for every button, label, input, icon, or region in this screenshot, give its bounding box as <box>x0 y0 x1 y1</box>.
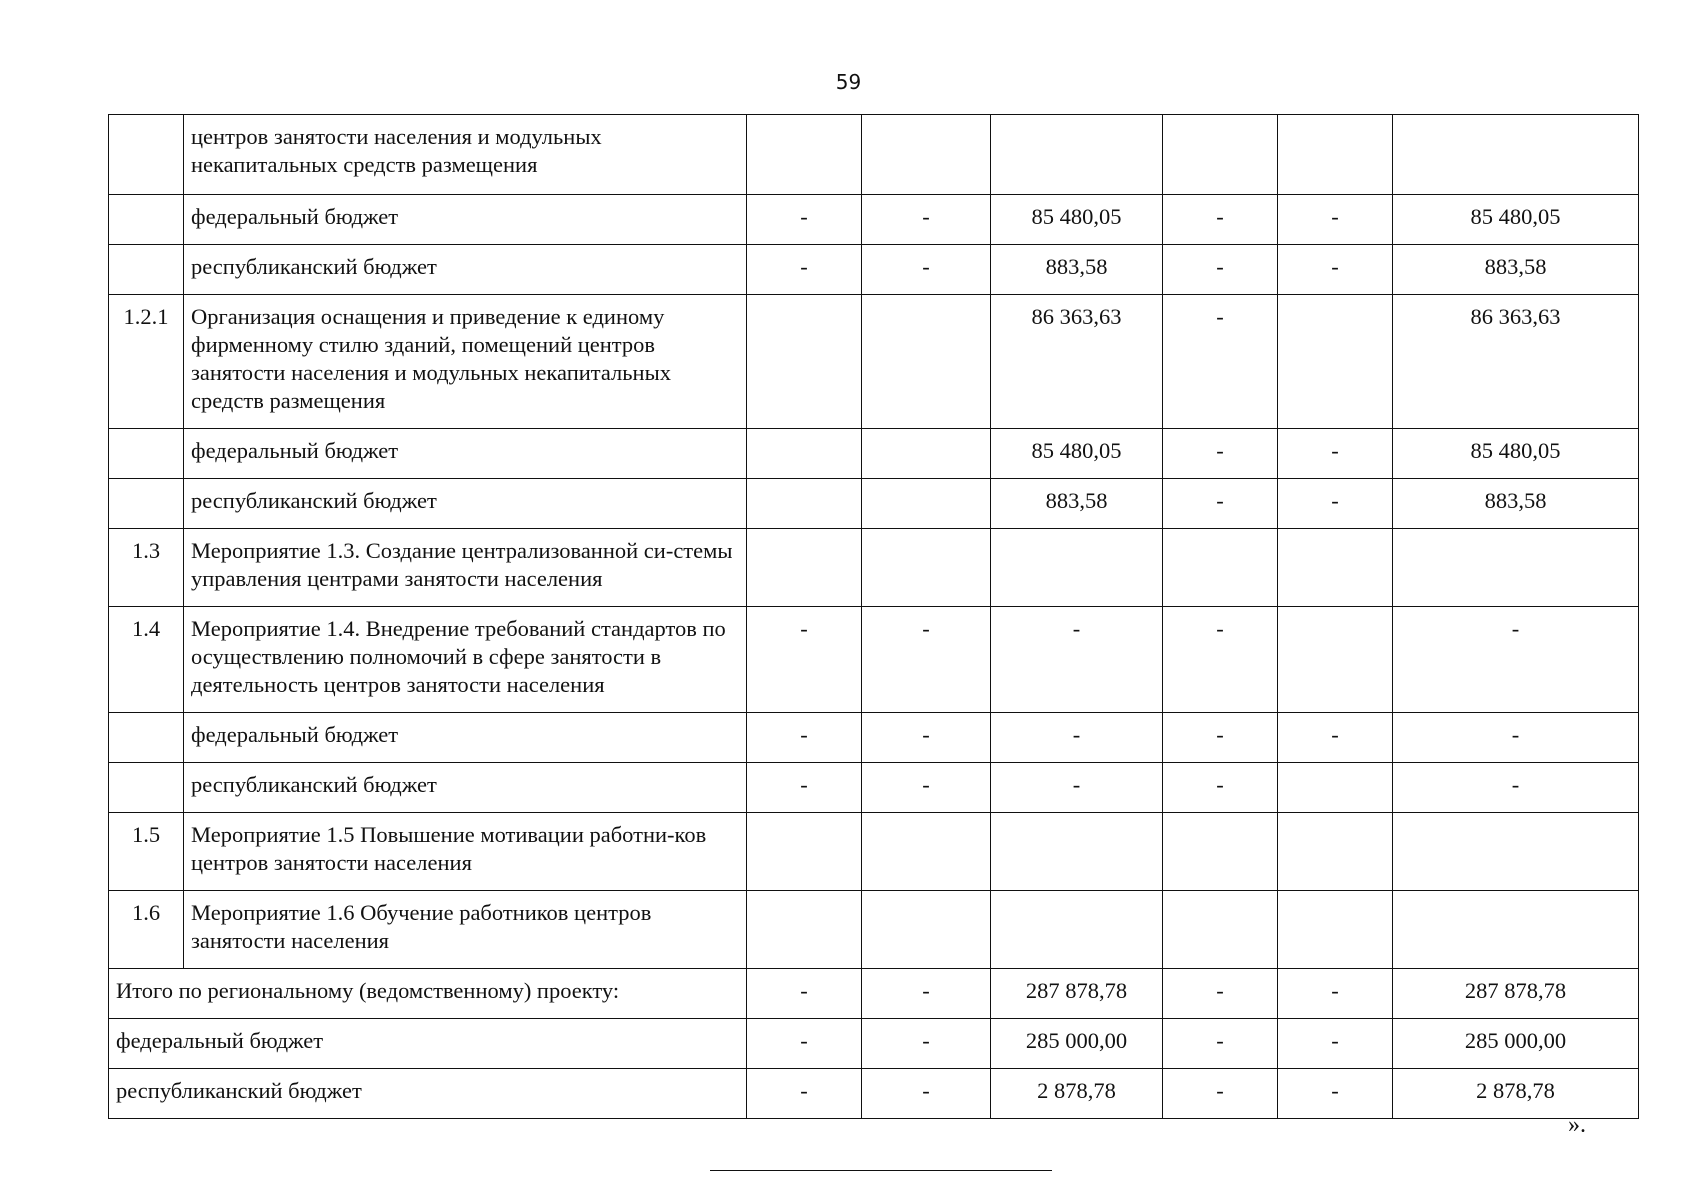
cell-value: 85 480,05 <box>991 195 1163 245</box>
total-row <box>109 1019 1639 1069</box>
cell-value <box>1278 763 1393 813</box>
cell-value <box>747 295 862 429</box>
cell-value <box>1393 529 1639 607</box>
cell-value: - <box>1163 1069 1278 1119</box>
cell-value: - <box>862 245 991 295</box>
cell-value: - <box>1278 713 1393 763</box>
row-name: Мероприятие 1.5 Повышение мотивации работни-ков центров занятости населения <box>184 813 747 891</box>
cell-value <box>1393 115 1639 195</box>
row-name: республиканский бюджет <box>184 479 747 529</box>
cell-value: - <box>1163 713 1278 763</box>
cell-value: - <box>991 713 1163 763</box>
cell-value: 86 363,63 <box>1393 295 1639 429</box>
row-name: Организация оснащения и приведение к единому фирменному стилю зданий, помещений центров занятости населения и модульных некапитальных средств размещения <box>184 295 747 429</box>
cell-value <box>747 529 862 607</box>
cell-value: - <box>862 1069 991 1119</box>
cell-value <box>1163 115 1278 195</box>
cell-value: - <box>1278 479 1393 529</box>
row-number <box>109 245 184 295</box>
cell-value: - <box>1393 607 1639 713</box>
cell-value: - <box>862 607 991 713</box>
cell-value: - <box>1163 195 1278 245</box>
row-number <box>109 115 184 195</box>
cell-value <box>1163 891 1278 969</box>
row-name: федеральный бюджет <box>184 713 747 763</box>
table-row <box>109 813 1639 891</box>
row-number <box>109 479 184 529</box>
page-number: 59 <box>835 70 862 94</box>
cell-value: - <box>862 195 991 245</box>
total-label: Итого по региональному (ведомственному) проекту: <box>109 969 747 1019</box>
cell-value <box>1278 607 1393 713</box>
table-row <box>109 429 1639 479</box>
cell-value: - <box>747 245 862 295</box>
table-row <box>109 763 1639 813</box>
cell-value: - <box>1393 763 1639 813</box>
cell-value <box>1393 813 1639 891</box>
cell-value: - <box>747 1069 862 1119</box>
row-number: 1.2.1 <box>109 295 184 429</box>
table-row <box>109 891 1639 969</box>
row-name: Мероприятие 1.6 Обучение работников центров занятости населения <box>184 891 747 969</box>
footer-divider <box>710 1170 1052 1171</box>
cell-value <box>991 529 1163 607</box>
row-number: 1.3 <box>109 529 184 607</box>
cell-value <box>1278 529 1393 607</box>
cell-value: - <box>1163 479 1278 529</box>
table-row <box>109 607 1639 713</box>
cell-value: 883,58 <box>1393 479 1639 529</box>
cell-value: - <box>747 969 862 1019</box>
cell-value: 85 480,05 <box>1393 195 1639 245</box>
cell-value <box>862 429 991 479</box>
cell-value: - <box>1163 295 1278 429</box>
cell-value: - <box>1278 195 1393 245</box>
table-row <box>109 115 1639 195</box>
cell-value <box>991 813 1163 891</box>
cell-value: - <box>1163 429 1278 479</box>
row-name: федеральный бюджет <box>184 195 747 245</box>
cell-value <box>1163 813 1278 891</box>
cell-value: - <box>1163 607 1278 713</box>
cell-value <box>747 429 862 479</box>
row-number <box>109 195 184 245</box>
row-number: 1.4 <box>109 607 184 713</box>
cell-value <box>747 813 862 891</box>
cell-value: - <box>862 713 991 763</box>
budget-table <box>108 114 1639 1119</box>
table-row <box>109 295 1639 429</box>
cell-value: 883,58 <box>1393 245 1639 295</box>
table-row <box>109 529 1639 607</box>
row-number <box>109 763 184 813</box>
cell-value: 85 480,05 <box>1393 429 1639 479</box>
cell-value: 883,58 <box>991 245 1163 295</box>
total-label: федеральный бюджет <box>109 1019 747 1069</box>
cell-value: - <box>862 969 991 1019</box>
total-label: республиканский бюджет <box>109 1069 747 1119</box>
cell-value <box>1393 891 1639 969</box>
cell-value: - <box>1278 429 1393 479</box>
cell-value <box>862 295 991 429</box>
table-row <box>109 713 1639 763</box>
closing-quote-mark: ». <box>1568 1112 1586 1138</box>
cell-value: - <box>1163 1019 1278 1069</box>
row-name: республиканский бюджет <box>184 763 747 813</box>
row-number: 1.6 <box>109 891 184 969</box>
cell-value <box>747 891 862 969</box>
cell-value <box>991 891 1163 969</box>
cell-value: 287 878,78 <box>991 969 1163 1019</box>
cell-value <box>1278 115 1393 195</box>
cell-value: - <box>747 607 862 713</box>
cell-value: 285 000,00 <box>991 1019 1163 1069</box>
cell-value: 2 878,78 <box>1393 1069 1639 1119</box>
cell-value: - <box>1278 1069 1393 1119</box>
row-name: центров занятости населения и модульных некапитальных средств размещения <box>184 115 747 195</box>
cell-value: - <box>747 713 862 763</box>
cell-value: - <box>991 763 1163 813</box>
cell-value: - <box>747 1019 862 1069</box>
cell-value <box>1278 813 1393 891</box>
cell-value: - <box>1278 1019 1393 1069</box>
cell-value: - <box>747 763 862 813</box>
cell-value: - <box>1163 763 1278 813</box>
total-row <box>109 969 1639 1019</box>
cell-value: 86 363,63 <box>991 295 1163 429</box>
table-row <box>109 245 1639 295</box>
cell-value <box>991 115 1163 195</box>
cell-value: - <box>1278 245 1393 295</box>
cell-value <box>1278 891 1393 969</box>
cell-value <box>747 115 862 195</box>
cell-value: - <box>991 607 1163 713</box>
cell-value: 287 878,78 <box>1393 969 1639 1019</box>
cell-value: - <box>862 1019 991 1069</box>
row-name: федеральный бюджет <box>184 429 747 479</box>
cell-value: 285 000,00 <box>1393 1019 1639 1069</box>
table-row <box>109 195 1639 245</box>
cell-value: - <box>1163 969 1278 1019</box>
cell-value: - <box>1163 245 1278 295</box>
cell-value: - <box>1278 969 1393 1019</box>
cell-value <box>862 479 991 529</box>
cell-value: - <box>862 763 991 813</box>
cell-value <box>862 529 991 607</box>
cell-value: - <box>747 195 862 245</box>
cell-value: - <box>1393 713 1639 763</box>
row-number <box>109 429 184 479</box>
cell-value <box>1163 529 1278 607</box>
cell-value <box>862 115 991 195</box>
cell-value: 883,58 <box>991 479 1163 529</box>
row-name: Мероприятие 1.3. Создание централизованной си-стемы управления центрами занятости населения <box>184 529 747 607</box>
cell-value <box>747 479 862 529</box>
row-number <box>109 713 184 763</box>
row-number: 1.5 <box>109 813 184 891</box>
row-name: Мероприятие 1.4. Внедрение требований стандартов по осуществлению полномочий в сфере занятости в деятельность центров занятости населения <box>184 607 747 713</box>
table-row <box>109 479 1639 529</box>
cell-value <box>1278 295 1393 429</box>
cell-value: 2 878,78 <box>991 1069 1163 1119</box>
cell-value <box>862 813 991 891</box>
total-row <box>109 1069 1639 1119</box>
cell-value: 85 480,05 <box>991 429 1163 479</box>
row-name: республиканский бюджет <box>184 245 747 295</box>
cell-value <box>862 891 991 969</box>
